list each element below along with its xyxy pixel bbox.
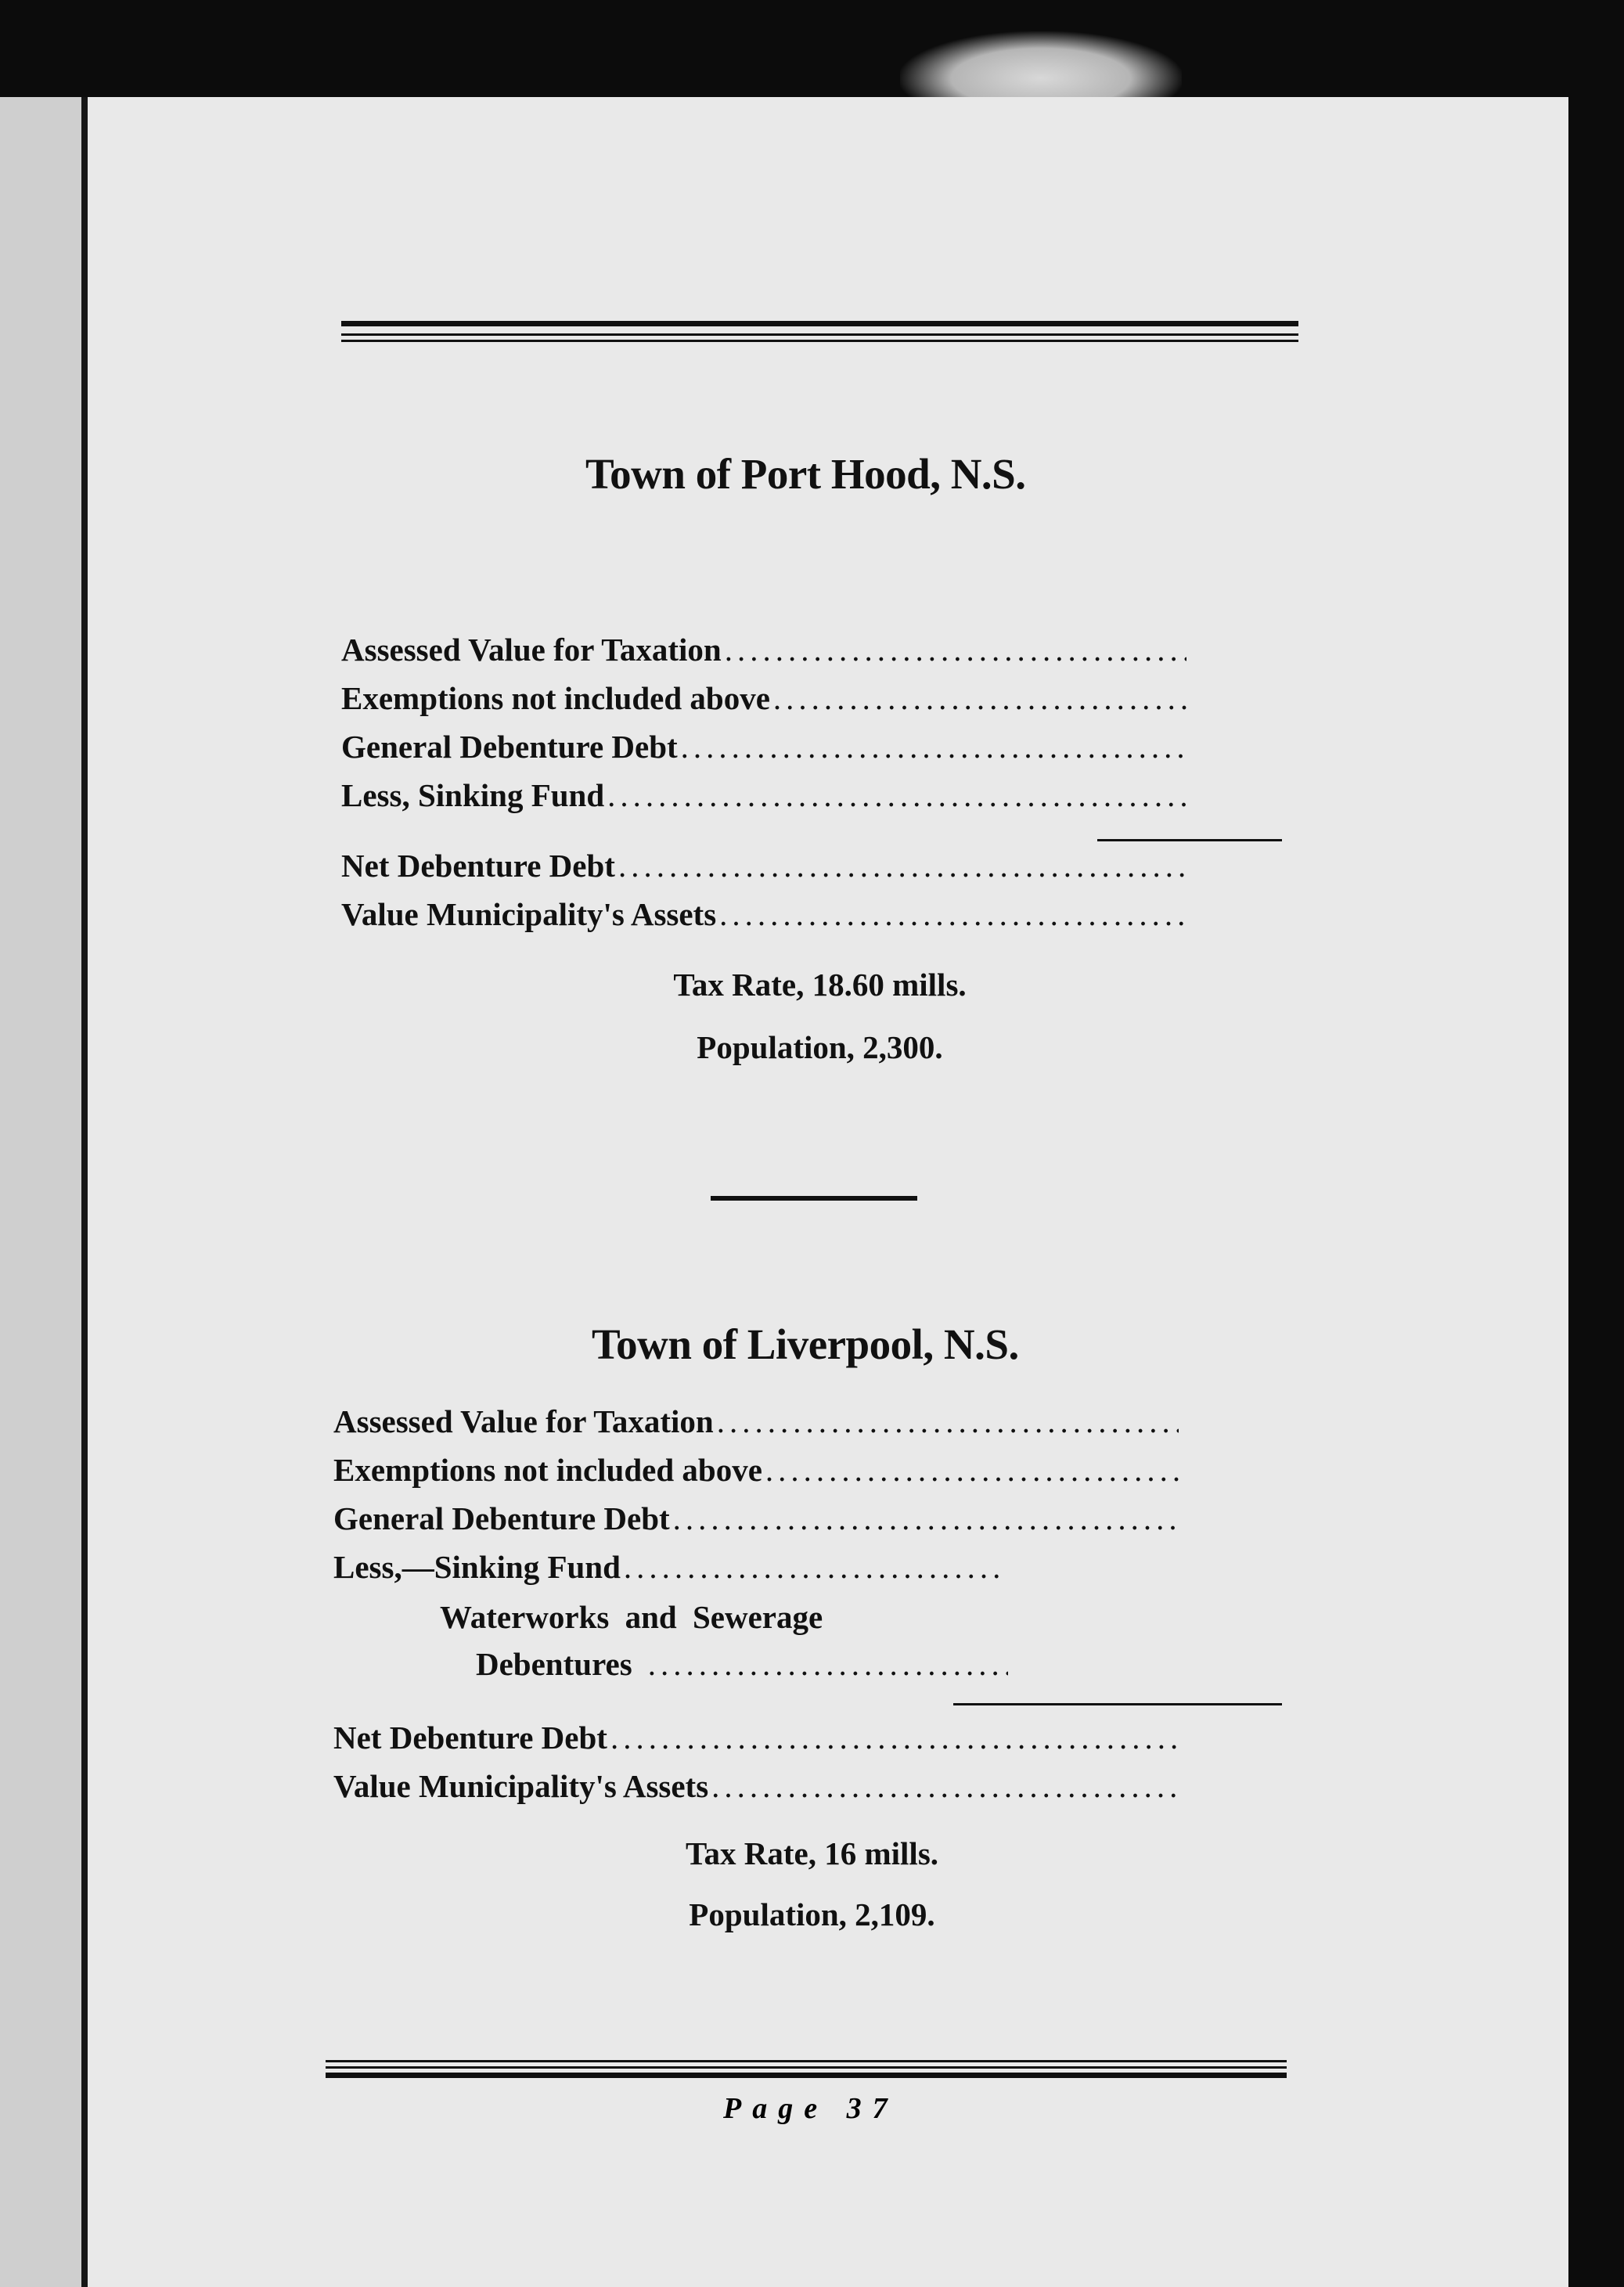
row-exemptions xyxy=(333,1442,1194,1489)
top-rule-thick xyxy=(341,321,1298,326)
section-separator xyxy=(711,1196,917,1201)
row-net-debt xyxy=(333,1709,1194,1756)
bottom-rule-thin-2 xyxy=(326,2066,1287,2069)
leader-dots xyxy=(610,1719,1179,1756)
row-label: Exemptions not included above xyxy=(341,680,770,716)
row-label: Assessed Value for Taxation xyxy=(341,632,722,668)
row-sinking-fund xyxy=(341,767,1202,814)
row-assessed-value xyxy=(341,621,1202,668)
leader-dots xyxy=(624,1548,999,1586)
row-label: General Debenture Debt xyxy=(341,729,678,765)
row-label: Assessed Value for Taxation xyxy=(333,1403,714,1439)
row-label: Waterworks and Sewerage xyxy=(440,1599,823,1635)
adjacent-page-edge xyxy=(0,97,81,2287)
row-label: Less, Sinking Fund xyxy=(341,777,605,813)
leader-dots xyxy=(711,1767,1179,1805)
row-sinking-fund xyxy=(333,1539,1014,1586)
subtotal-rule xyxy=(953,1703,1282,1705)
page-number: Page 37 xyxy=(723,2092,898,2125)
row-label: Net Debenture Debt xyxy=(333,1720,607,1756)
row-general-debt xyxy=(341,719,1202,765)
row-waterworks xyxy=(440,1589,988,1636)
row-debentures xyxy=(476,1636,1024,1683)
row-label: Exemptions not included above xyxy=(333,1452,762,1488)
row-net-debt xyxy=(341,837,1202,884)
document-page xyxy=(81,97,1568,2287)
leader-dots xyxy=(725,631,1186,668)
leader-dots xyxy=(717,1403,1179,1440)
bottom-rule-thick xyxy=(326,2073,1287,2078)
row-exemptions xyxy=(341,670,1202,717)
population: Population, 2,109. xyxy=(689,1896,935,1932)
leader-dots xyxy=(719,895,1186,933)
tax-rate: Tax Rate, 16 mills. xyxy=(685,1835,939,1871)
row-label: Value Municipality's Assets xyxy=(333,1768,709,1804)
row-label: Value Municipality's Assets xyxy=(341,896,717,932)
row-label: Net Debenture Debt xyxy=(341,848,615,884)
leader-dots xyxy=(618,847,1186,884)
row-municipal-assets xyxy=(333,1758,1194,1805)
top-rule-thin xyxy=(341,333,1298,336)
population: Population, 2,300. xyxy=(697,1029,943,1065)
leader-dots xyxy=(607,776,1186,814)
row-label: Debentures xyxy=(476,1646,632,1682)
leader-dots xyxy=(648,1645,1008,1683)
top-rule-thin-2 xyxy=(341,340,1298,342)
row-general-debt xyxy=(333,1490,1194,1537)
section-title: Town of Port Hood, N.S. xyxy=(585,450,1026,498)
leader-dots xyxy=(681,728,1186,765)
leader-dots xyxy=(773,679,1186,717)
section-title: Town of Liverpool, N.S. xyxy=(592,1320,1019,1368)
tax-rate: Tax Rate, 18.60 mills. xyxy=(673,967,967,1003)
row-label: General Debenture Debt xyxy=(333,1500,670,1536)
row-assessed-value xyxy=(333,1393,1194,1440)
leader-dots xyxy=(765,1451,1179,1489)
bottom-rule-thin xyxy=(326,2060,1287,2062)
leader-dots xyxy=(673,1500,1179,1537)
row-label: Less,—Sinking Fund xyxy=(333,1549,621,1585)
row-municipal-assets xyxy=(341,886,1202,933)
